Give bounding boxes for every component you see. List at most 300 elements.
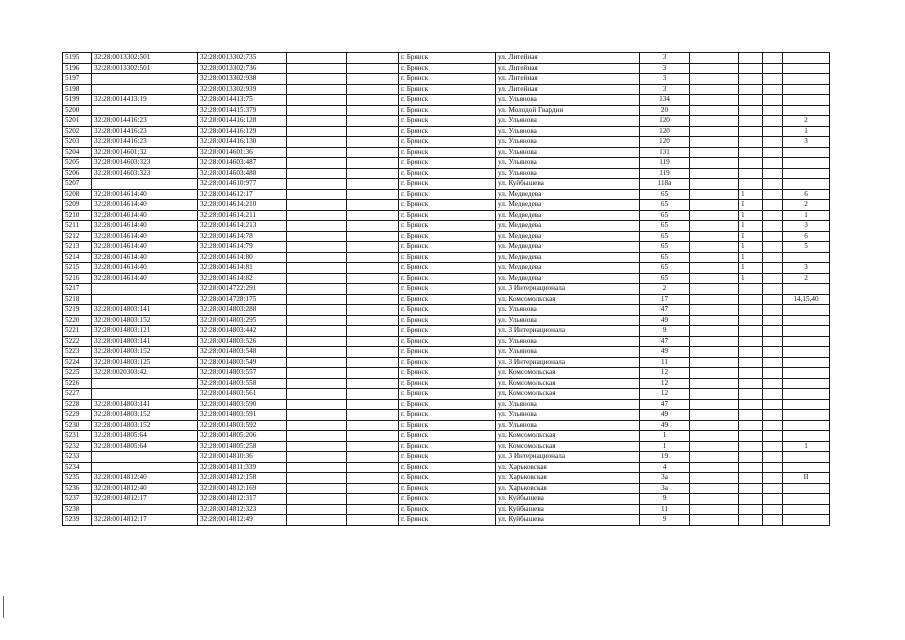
row-number-cell: 5209 bbox=[63, 200, 92, 211]
empty-cell bbox=[763, 315, 783, 326]
table-row bbox=[63, 389, 830, 400]
empty-cell bbox=[287, 63, 347, 74]
empty-cell bbox=[347, 284, 399, 295]
street-cell: ул. Литейная bbox=[496, 63, 640, 74]
empty-cell bbox=[763, 483, 783, 494]
parcel-cadastral-cell bbox=[92, 105, 198, 116]
parcel-cadastral-cell: 32:28:0014803:141 bbox=[92, 305, 198, 316]
street-cell: ул. Комсомольская bbox=[496, 431, 640, 442]
parcel-cadastral-cell: 32:28:0014812:17 bbox=[92, 515, 198, 526]
table-row bbox=[63, 315, 830, 326]
city-cell: г. Брянск bbox=[399, 431, 496, 442]
floor-cell bbox=[739, 441, 763, 452]
floor-cell bbox=[739, 74, 763, 85]
parcel-cadastral-cell: 32:28:0014812:17 bbox=[92, 494, 198, 505]
empty-cell bbox=[347, 263, 399, 274]
parcel-cadastral-cell: 32:28:0020303:42 bbox=[92, 368, 198, 379]
street-cell: ул. Ульянова bbox=[496, 336, 640, 347]
object-cadastral-cell: 32:28:0014803:442 bbox=[198, 326, 287, 337]
floor-cell bbox=[739, 168, 763, 179]
city-cell: г. Брянск bbox=[399, 158, 496, 169]
empty-cell bbox=[347, 221, 399, 232]
floor-cell bbox=[739, 452, 763, 463]
empty-cell bbox=[347, 452, 399, 463]
empty-cell bbox=[763, 326, 783, 337]
house-number-cell: 120 bbox=[640, 126, 690, 137]
table-row bbox=[63, 336, 830, 347]
empty-cell bbox=[287, 158, 347, 169]
empty-cell bbox=[287, 431, 347, 442]
parcel-cadastral-cell bbox=[92, 504, 198, 515]
parcel-cadastral-cell: 32:28:0014416:23 bbox=[92, 137, 198, 148]
empty-cell bbox=[287, 420, 347, 431]
empty-cell bbox=[763, 441, 783, 452]
city-cell: г. Брянск bbox=[399, 515, 496, 526]
floor-cell bbox=[739, 483, 763, 494]
parcel-cadastral-cell: 32:28:0014803:121 bbox=[92, 326, 198, 337]
floor-cell bbox=[739, 515, 763, 526]
apartment-cell bbox=[783, 483, 830, 494]
object-cadastral-cell: 32:28:0014416:130 bbox=[198, 137, 287, 148]
parcel-cadastral-cell: 32:28:0014805:64 bbox=[92, 441, 198, 452]
empty-cell bbox=[287, 483, 347, 494]
empty-cell bbox=[763, 74, 783, 85]
parcel-cadastral-cell: 32:28:0014614:40 bbox=[92, 210, 198, 221]
house-number-cell: 119 bbox=[640, 168, 690, 179]
floor-cell bbox=[739, 431, 763, 442]
empty-cell bbox=[690, 126, 739, 137]
row-number-cell: 5225 bbox=[63, 368, 92, 379]
apartment-cell: 3 bbox=[783, 263, 830, 274]
city-cell: г. Брянск bbox=[399, 242, 496, 253]
apartment-cell bbox=[783, 420, 830, 431]
empty-cell bbox=[763, 420, 783, 431]
row-number-cell: 5232 bbox=[63, 441, 92, 452]
street-cell: ул. Куйбышева bbox=[496, 515, 640, 526]
apartment-cell bbox=[783, 368, 830, 379]
city-cell: г. Брянск bbox=[399, 63, 496, 74]
empty-cell bbox=[287, 305, 347, 316]
city-cell: г. Брянск bbox=[399, 294, 496, 305]
empty-cell bbox=[690, 462, 739, 473]
empty-cell bbox=[287, 452, 347, 463]
floor-cell bbox=[739, 63, 763, 74]
street-cell: ул. Комсомольская bbox=[496, 368, 640, 379]
table-row bbox=[63, 515, 830, 526]
parcel-cadastral-cell: 32:28:0014803:125 bbox=[92, 357, 198, 368]
parcel-cadastral-cell bbox=[92, 462, 198, 473]
table-row bbox=[63, 326, 830, 337]
parcel-cadastral-cell bbox=[92, 84, 198, 95]
house-number-cell: 65 bbox=[640, 263, 690, 274]
empty-cell bbox=[690, 168, 739, 179]
empty-cell bbox=[287, 74, 347, 85]
row-number-cell: 5200 bbox=[63, 105, 92, 116]
empty-cell bbox=[287, 105, 347, 116]
empty-cell bbox=[763, 53, 783, 64]
empty-cell bbox=[763, 63, 783, 74]
row-number-cell: 5224 bbox=[63, 357, 92, 368]
empty-cell bbox=[287, 347, 347, 358]
empty-cell bbox=[690, 294, 739, 305]
table-row bbox=[63, 399, 830, 410]
house-number-cell: 4 bbox=[640, 462, 690, 473]
row-number-cell: 5238 bbox=[63, 504, 92, 515]
table-row bbox=[63, 210, 830, 221]
floor-cell bbox=[739, 137, 763, 148]
row-number-cell: 5211 bbox=[63, 221, 92, 232]
city-cell: г. Брянск bbox=[399, 368, 496, 379]
row-number-cell: 5195 bbox=[63, 53, 92, 64]
row-number-cell: 5222 bbox=[63, 336, 92, 347]
object-cadastral-cell: 32:28:0014803:561 bbox=[198, 389, 287, 400]
empty-cell bbox=[347, 147, 399, 158]
apartment-cell bbox=[783, 357, 830, 368]
apartment-cell bbox=[783, 105, 830, 116]
empty-cell bbox=[690, 305, 739, 316]
street-cell: ул. Ульянова bbox=[496, 168, 640, 179]
table-row bbox=[63, 179, 830, 190]
table-row bbox=[63, 504, 830, 515]
street-cell: ул. 3 Интернационала bbox=[496, 326, 640, 337]
table-row bbox=[63, 53, 830, 64]
house-number-cell: 49 bbox=[640, 315, 690, 326]
apartment-cell bbox=[783, 147, 830, 158]
empty-cell bbox=[690, 74, 739, 85]
empty-cell bbox=[763, 221, 783, 232]
empty-cell bbox=[347, 389, 399, 400]
object-cadastral-cell: 32:28:0014614:213 bbox=[198, 221, 287, 232]
empty-cell bbox=[287, 368, 347, 379]
floor-cell bbox=[739, 179, 763, 190]
house-number-cell: 120 bbox=[640, 137, 690, 148]
parcel-cadastral-cell: 32:28:0013302:501 bbox=[92, 53, 198, 64]
apartment-cell: II bbox=[783, 473, 830, 484]
apartment-cell bbox=[783, 378, 830, 389]
floor-cell bbox=[739, 326, 763, 337]
table-row bbox=[63, 494, 830, 505]
empty-cell bbox=[287, 53, 347, 64]
row-number-cell: 5217 bbox=[63, 284, 92, 295]
empty-cell bbox=[690, 200, 739, 211]
empty-cell bbox=[763, 389, 783, 400]
row-number-cell: 5221 bbox=[63, 326, 92, 337]
empty-cell bbox=[763, 336, 783, 347]
empty-cell bbox=[690, 84, 739, 95]
floor-cell bbox=[739, 147, 763, 158]
empty-cell bbox=[763, 242, 783, 253]
empty-cell bbox=[347, 399, 399, 410]
table-row bbox=[63, 473, 830, 484]
empty-cell bbox=[347, 273, 399, 284]
empty-cell bbox=[347, 105, 399, 116]
empty-cell bbox=[287, 284, 347, 295]
empty-cell bbox=[287, 315, 347, 326]
parcel-cadastral-cell: 32:28:0014603:323 bbox=[92, 158, 198, 169]
empty-cell bbox=[347, 231, 399, 242]
city-cell: г. Брянск bbox=[399, 378, 496, 389]
apartment-cell bbox=[783, 305, 830, 316]
parcel-cadastral-cell: 32:28:0014416:23 bbox=[92, 126, 198, 137]
floor-cell bbox=[739, 336, 763, 347]
empty-cell bbox=[690, 452, 739, 463]
table-row bbox=[63, 420, 830, 431]
city-cell: г. Брянск bbox=[399, 84, 496, 95]
empty-cell bbox=[690, 347, 739, 358]
city-cell: г. Брянск bbox=[399, 221, 496, 232]
empty-cell bbox=[347, 137, 399, 148]
house-number-cell: 49 bbox=[640, 410, 690, 421]
apartment-cell: 5 bbox=[783, 242, 830, 253]
floor-cell bbox=[739, 410, 763, 421]
table-row bbox=[63, 305, 830, 316]
house-number-cell: 3а bbox=[640, 483, 690, 494]
floor-cell bbox=[739, 158, 763, 169]
street-cell: ул. Медведева bbox=[496, 252, 640, 263]
object-cadastral-cell: 32:28:0014811:339 bbox=[198, 462, 287, 473]
row-number-cell: 5218 bbox=[63, 294, 92, 305]
empty-cell bbox=[287, 273, 347, 284]
object-cadastral-cell: 32:28:0014812:169 bbox=[198, 483, 287, 494]
street-cell: ул. Куйбышева bbox=[496, 504, 640, 515]
street-cell: ул. Литейная bbox=[496, 84, 640, 95]
object-cadastral-cell: 32:28:0014614:81 bbox=[198, 263, 287, 274]
object-cadastral-cell: 32:28:0014805:206 bbox=[198, 431, 287, 442]
table-row bbox=[63, 273, 830, 284]
parcel-cadastral-cell: 32:28:0014803:152 bbox=[92, 347, 198, 358]
empty-cell bbox=[690, 483, 739, 494]
row-number-cell: 5233 bbox=[63, 452, 92, 463]
empty-cell bbox=[347, 168, 399, 179]
empty-cell bbox=[287, 441, 347, 452]
table-row bbox=[63, 284, 830, 295]
city-cell: г. Брянск bbox=[399, 410, 496, 421]
object-cadastral-cell: 32:28:0014803:288 bbox=[198, 305, 287, 316]
city-cell: г. Брянск bbox=[399, 137, 496, 148]
row-number-cell: 5197 bbox=[63, 74, 92, 85]
empty-cell bbox=[690, 494, 739, 505]
row-number-cell: 5201 bbox=[63, 116, 92, 127]
city-cell: г. Брянск bbox=[399, 200, 496, 211]
object-cadastral-cell: 32:28:0013302:939 bbox=[198, 84, 287, 95]
apartment-cell bbox=[783, 315, 830, 326]
empty-cell bbox=[347, 368, 399, 379]
parcel-cadastral-cell: 32:28:0014614:40 bbox=[92, 252, 198, 263]
street-cell: ул. Ульянова bbox=[496, 420, 640, 431]
row-number-cell: 5227 bbox=[63, 389, 92, 400]
house-number-cell: 2 bbox=[640, 284, 690, 295]
street-cell: ул. Куйбышева bbox=[496, 494, 640, 505]
object-cadastral-cell: 32:28:0014812:323 bbox=[198, 504, 287, 515]
empty-cell bbox=[347, 410, 399, 421]
row-number-cell: 5213 bbox=[63, 242, 92, 253]
object-cadastral-cell: 32:28:0014722:291 bbox=[198, 284, 287, 295]
floor-cell bbox=[739, 105, 763, 116]
street-cell: ул. Харьковская bbox=[496, 462, 640, 473]
city-cell: г. Брянск bbox=[399, 273, 496, 284]
empty-cell bbox=[287, 168, 347, 179]
empty-cell bbox=[287, 357, 347, 368]
apartment-cell: 1 bbox=[783, 126, 830, 137]
empty-cell bbox=[347, 515, 399, 526]
street-cell: ул. Ульянова bbox=[496, 305, 640, 316]
empty-cell bbox=[763, 189, 783, 200]
object-cadastral-cell: 32:28:0014612:17 bbox=[198, 189, 287, 200]
empty-cell bbox=[690, 357, 739, 368]
table-row bbox=[63, 357, 830, 368]
empty-cell bbox=[347, 252, 399, 263]
apartment-cell: 3 bbox=[783, 137, 830, 148]
house-number-cell: 65 bbox=[640, 231, 690, 242]
empty-cell bbox=[287, 410, 347, 421]
empty-cell bbox=[287, 504, 347, 515]
house-number-cell: 65 bbox=[640, 221, 690, 232]
street-cell: ул. Ульянова bbox=[496, 315, 640, 326]
empty-cell bbox=[347, 483, 399, 494]
city-cell: г. Брянск bbox=[399, 210, 496, 221]
empty-cell bbox=[763, 494, 783, 505]
empty-cell bbox=[763, 462, 783, 473]
object-cadastral-cell: 32:28:0014603:488 bbox=[198, 168, 287, 179]
object-cadastral-cell: 32:28:0014413:75 bbox=[198, 95, 287, 106]
house-number-cell: 119 bbox=[640, 158, 690, 169]
empty-cell bbox=[763, 452, 783, 463]
object-cadastral-cell: 32:28:0014614:210 bbox=[198, 200, 287, 211]
floor-cell bbox=[739, 473, 763, 484]
apartment-cell bbox=[783, 168, 830, 179]
floor-cell bbox=[739, 305, 763, 316]
street-cell: ул. Литейная bbox=[496, 74, 640, 85]
street-cell: ул. 3 Интернационала bbox=[496, 452, 640, 463]
empty-cell bbox=[347, 95, 399, 106]
empty-cell bbox=[347, 305, 399, 316]
empty-cell bbox=[763, 210, 783, 221]
table-row bbox=[63, 84, 830, 95]
apartment-cell: 2 bbox=[783, 200, 830, 211]
registry-table-body bbox=[63, 53, 830, 526]
empty-cell bbox=[763, 410, 783, 421]
house-number-cell: 3 bbox=[640, 63, 690, 74]
empty-cell bbox=[690, 105, 739, 116]
empty-cell bbox=[690, 473, 739, 484]
empty-cell bbox=[347, 126, 399, 137]
apartment-cell bbox=[783, 284, 830, 295]
city-cell: г. Брянск bbox=[399, 357, 496, 368]
apartment-cell bbox=[783, 452, 830, 463]
city-cell: г. Брянск bbox=[399, 441, 496, 452]
empty-cell bbox=[763, 399, 783, 410]
city-cell: г. Брянск bbox=[399, 399, 496, 410]
parcel-cadastral-cell: 32:28:0014803:152 bbox=[92, 315, 198, 326]
table-row bbox=[63, 95, 830, 106]
empty-cell bbox=[347, 336, 399, 347]
empty-cell bbox=[690, 53, 739, 64]
floor-cell: 1 bbox=[739, 252, 763, 263]
object-cadastral-cell: 32:28:0014803:590 bbox=[198, 399, 287, 410]
empty-cell bbox=[763, 231, 783, 242]
empty-cell bbox=[763, 147, 783, 158]
street-cell: ул. Ульянова bbox=[496, 116, 640, 127]
parcel-cadastral-cell: 32:28:0014803:152 bbox=[92, 410, 198, 421]
apartment-cell bbox=[783, 95, 830, 106]
object-cadastral-cell: 32:28:0014728:175 bbox=[198, 294, 287, 305]
floor-cell: 1 bbox=[739, 273, 763, 284]
street-cell: ул. Ульянова bbox=[496, 147, 640, 158]
parcel-cadastral-cell: 32:28:0014803:141 bbox=[92, 399, 198, 410]
floor-cell bbox=[739, 347, 763, 358]
empty-cell bbox=[690, 431, 739, 442]
house-number-cell: 11 bbox=[640, 504, 690, 515]
empty-cell bbox=[347, 494, 399, 505]
row-number-cell: 5237 bbox=[63, 494, 92, 505]
empty-cell bbox=[287, 294, 347, 305]
empty-cell bbox=[763, 84, 783, 95]
city-cell: г. Брянск bbox=[399, 53, 496, 64]
object-cadastral-cell: 32:28:0014803:558 bbox=[198, 378, 287, 389]
table-row bbox=[63, 452, 830, 463]
object-cadastral-cell: 32:28:0014803:591 bbox=[198, 410, 287, 421]
apartment-cell: 1 bbox=[783, 210, 830, 221]
empty-cell bbox=[287, 252, 347, 263]
object-cadastral-cell: 32:28:0014614:80 bbox=[198, 252, 287, 263]
empty-cell bbox=[763, 126, 783, 137]
apartment-cell: 2 bbox=[783, 116, 830, 127]
empty-cell bbox=[287, 399, 347, 410]
parcel-cadastral-cell: 32:28:0014614:40 bbox=[92, 200, 198, 211]
table-row bbox=[63, 116, 830, 127]
row-number-cell: 5205 bbox=[63, 158, 92, 169]
row-number-cell: 5229 bbox=[63, 410, 92, 421]
city-cell: г. Брянск bbox=[399, 326, 496, 337]
empty-cell bbox=[347, 210, 399, 221]
parcel-cadastral-cell bbox=[92, 74, 198, 85]
row-number-cell: 5216 bbox=[63, 273, 92, 284]
table-row bbox=[63, 231, 830, 242]
empty-cell bbox=[690, 399, 739, 410]
street-cell: ул. Литейная bbox=[496, 53, 640, 64]
empty-cell bbox=[347, 347, 399, 358]
house-number-cell: 47 bbox=[640, 305, 690, 316]
street-cell: ул. Харьковская bbox=[496, 483, 640, 494]
empty-cell bbox=[690, 231, 739, 242]
empty-cell bbox=[763, 368, 783, 379]
empty-cell bbox=[763, 179, 783, 190]
floor-cell: 1 bbox=[739, 263, 763, 274]
apartment-cell: 6 bbox=[783, 231, 830, 242]
street-cell: ул. Комсомольская bbox=[496, 378, 640, 389]
empty-cell bbox=[690, 326, 739, 337]
city-cell: г. Брянск bbox=[399, 347, 496, 358]
house-number-cell: 20 bbox=[640, 105, 690, 116]
parcel-cadastral-cell bbox=[92, 294, 198, 305]
house-number-cell: 65 bbox=[640, 200, 690, 211]
object-cadastral-cell: 32:28:0014614:78 bbox=[198, 231, 287, 242]
empty-cell bbox=[347, 326, 399, 337]
street-cell: ул. Медведева bbox=[496, 200, 640, 211]
empty-cell bbox=[287, 116, 347, 127]
table-row bbox=[63, 441, 830, 452]
row-number-cell: 5234 bbox=[63, 462, 92, 473]
empty-cell bbox=[347, 462, 399, 473]
city-cell: г. Брянск bbox=[399, 504, 496, 515]
empty-cell bbox=[347, 315, 399, 326]
street-cell: ул. Ульянова bbox=[496, 399, 640, 410]
object-cadastral-cell: 32:28:0014614:211 bbox=[198, 210, 287, 221]
empty-cell bbox=[690, 263, 739, 274]
table-row bbox=[63, 347, 830, 358]
house-number-cell: 134 bbox=[640, 95, 690, 106]
object-cadastral-cell: 32:28:0014810:36 bbox=[198, 452, 287, 463]
